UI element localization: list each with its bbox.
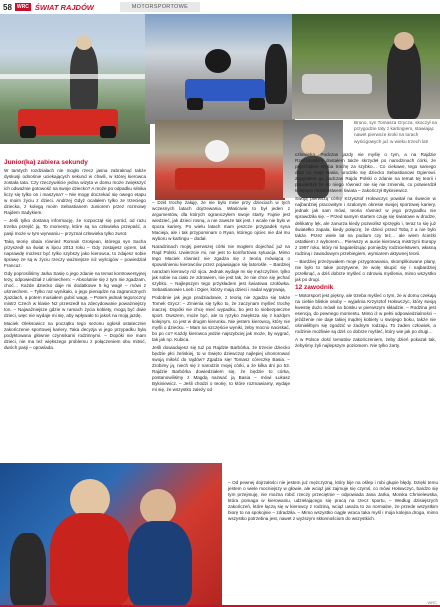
article-column-bottom	[228, 480, 438, 524]
paragraph: Taką teorię obala również Romain Grosjean, którego syn Sacha przyszedł na świat w lipcu 2013 roku – Gdy zostajesz ojcem, tak naprawdę możesz być tylko szybszy jako kierowca, to zdajesz sobie sprawę ze są w życiu rzeczy ważniejsze niż wyścigów – powiedział Francuz.	[4, 238, 146, 268]
article-column-middle	[152, 200, 290, 395]
page-header	[0, 0, 440, 14]
photo-kart-man	[0, 14, 150, 144]
article-column-left	[4, 160, 146, 353]
photo-kart-race	[155, 120, 285, 200]
footer-mark: WRC	[427, 600, 437, 605]
subhead-junior: Junior(ka) zabiera sekundy	[4, 159, 88, 166]
paragraph: Podobnie jak jego pradziadowie, z teorią nie zgadza się także Tomek Grycz: – Zmienia się tylko to, że zaczynam myśleć trochę inaczej. Dopóki nie chcę mieć wypadku, bo jest to niebezpieczne sport. Owszem, może być, ale to ryzyko zwiększa się z każdym kolejnym, co jest w drugim kierunku. Nie jestem kierowcą, który nie myśli o dziecku. – Mam na szczęście wyniki, żeby mocno naciskać, bo po co? Każdy kierowca jedzie najszybciej jak może, by wygrać, tak jak np. Kubica.	[152, 294, 290, 343]
paragraph: – Motorsport jest piękny, ale trzeba myśleć o tym, że w domu czekają na ciebie bliskie osoby – wyjaśnia Krzysztof Hołowczyc, który swoją kwestię dużo mówił na boisku w pierwszym składzie. – Rodzina jest esencją, do pewnego momentu. Mimo iż w pełni odpowiedzialności – jeżdżenie nie daje takiej mądrej kobiety u swojego boku, także nie ośmieliłbym się zgodzić w żadnym rodzaju. To żaden człowiek, a rodzinie możliwie są dziś co dobrze myśleć, który wie jak po drugi…	[295, 293, 436, 335]
paragraph: – Bardziej przeżywałem moje przygotowania, skomplikowane plany, nie było to takie pozytywne, że wolę skupić się i najbardziej przełknąć, a dziś dobrze myśleć o zdrowiu myślenia, mimo wszystko jak po drugi.	[295, 258, 436, 282]
paragraph: Swoją pierwszą córkę Krzysztof Hołowczyc powitał na świecie w najbardziej pracowitym i szalonym okresie swojej sportowej kariery, jednak jak sam mówi, teoria również w jego przypadku nie sprawdziła się. – Przed samym startem czuję się światowe w drodze, delikatny lęk, ale zanurza kiedy pozwolisz sprzęgło i, teraz to się już światełko zapala, kiedy połączę, że dzieci przed Tobą z a nie było także. Przez wiele lat na podium czy też… ale wiem ścieżki ostatkiem z wyborem… Pierwszy w aucie kierowcą mistrzyni Europy z 1997 roku, który mi bagatelizując pomiędzy rodzicielstwem, własną rodziną i zawodowym przebiegiem, wymiarem aktywnej teorii.	[295, 196, 436, 256]
section-tab: MOTORSPORTOWE	[120, 2, 200, 12]
paragraph: – Dziś trochę żałuję, że nie było mnie przy dzieciach w tych wczesnych latach dojrzewania. Właściwie to był jeden z argumentów, dla których ograniczyłem swoje starty. Fajnie jest wiedzieć, jak dzieci rosną, a nie zawsze tak jest. I wcale nie było w spoza kariery. Po wielu latach mam jeszcze przypadek syna Macieja, ale i tak przypominam o Ryan, którego ojciec nie dał mu wyboru w kartingu – dodał.	[152, 200, 290, 242]
paragraph: Gdy poprosiliśmy Jarka Sasię o jego zdanie na temat kontrowersyjnej tezy, odpowiedział z uśmiechem: – Absolutnie się z tym nie zgadzam, choć… Każde dziecko daje mi dodatkowe 5 kg wagi! – mówi z uśmiechem. – Tylko raz wynikało, o jego pieniądze na zagranicznych zjazdach, a potem musiałem gubić wagę. – Potem jednak tegoroczny mistrz Czech w klasie N2 przeszedł na zdecydowanie poważniejszy ton. – Najważniejsze gdzie w ramach życia kobiety, mogą być dwie dzieci, więc nie wydaje mi się, aby wpływało to jakoś na moją jazdę.	[4, 270, 146, 319]
paragraph: A w Polsce dość tematów zakończeniem, żeby dzień pokazał tak, żebyśmy żyli najlepszym poziomem. Nie tylko żarty.	[295, 337, 436, 349]
paragraph: Naradzinach mojej pierwszej córki nie mogłem dojechać już na Rajd Polski. Uwierzcie mi, nie jest to komfortowa sytuacja. Mimo tego Maciek również nie zgadza się z teorią mówiącą o spowolnieniu kierowców przez pojawiające się latorośle. – Bardziej narażam kierowcy niż ojca. Jednak wydaje mi się mężczyźnie, tylko jak sobie na ciało ze zdrowiem, nie jest tak, że nie chce się jechać szybko. – Najlepszym tego przykładem jest światowa czołówka. Sebastianowie Loeb i Ogier, którzy mają dzieci i nadal wygrywają.	[152, 244, 290, 292]
photo-caption: Bruno, syn Tomasza Grycza, skoczył na przygodzie taty z kartingiem, stawiając nawet pierwsze kroki na torach wyścigowych już w wieku trzech lat!	[354, 120, 438, 144]
photo-child-kart	[145, 14, 295, 124]
subhead-12-zawodnik: 12 zawodnik	[295, 283, 334, 291]
paragraph: W tamtych rozdziałach nie mogło rzecz jasna zabraknąć także dyskusji odnośnie uciekających sekund w chwili, w której kierowca została tata. Czy rzeczywiście jedna wizyta w domu może zwiększyć ich odważnie gotowość na swoje dziecko? A może po odpadku silnika liczy się tylko on i maszyna? – Nie mogę doczekać się owego etapu w moim życiu z dzieci. Andrzej Gdyż ocalałem tylko ze trzeciego dziecka, z kolegą moim Sebastianem Juniorem przez rozmowę Rajdem Sadykiem.	[4, 168, 146, 216]
page-number: 58	[3, 2, 12, 12]
photo-family-rally	[0, 463, 222, 607]
paragraph: – Jeśli tylko dostaną informację, że rozpoczął się poród, od razu trzeba przejść ją. To momenty, które są na człowieka przepaść, a pasji może w tym wyrwaniu – przyznał człowieka tylko zwrot.	[4, 218, 146, 236]
paragraph: Jeśli dowiadujesz się tuż po Rajdzie Barbórka, że trzecie dziecko będzie płci żeńskiej, to w Święto dziewcząt najlepiej uhonorować swoją miłość do rajdów? Zgadza się! Tomasz córeczkę Basia. – Zrobimy ją, niech się z narodzin mojej córki, a że kilka dni po 53. Rajdzie Barbórka dowiedziałem się, że będzie to córka, postanowiliśmy z Magdą nazwać ją Basia – mówi Łukasz Bykiniewicz. – Jeśli chodzi o teorię, to które rozmawiamy, wydaje mi się, że wszystko zależy od	[152, 345, 290, 393]
article-column-right	[295, 152, 436, 351]
brand-logo: WRC	[16, 4, 29, 10]
paragraph: człowieka. Podczas jazdy nie myślę o tym, a na Rajdzie Rzeszowskim dostałem także skrzydeł po narodzinach córki, że pojechałem chyba trochę za szybko… Co ciekawe, tego samego dnia co moja Basia, urodziło się dziecko Sebastianowi Ogierowi. Zapytałem go podczas Rajdu Polski o zdanie na temat tej teorii i potwierdził że do niego również nie się nie zmieniło, co potwierdził kolejnym mistrzostwem świata – zakończył Bykiniewicz.	[295, 152, 436, 194]
section-name: ŚWIAT RAJDÓW	[34, 2, 94, 12]
paragraph: Maciek Oleksowicz na początku tego sezonu ogłosił ostatecznie zakończenie sportowej kariery. Taka decyzja w jego przypadku była podyktowana głównie czynnikami rodzinnymi. – Dopóki nie mam dzieci, nie ma też większego problemu z połączeniem obu mitnić, dwóch pasji – opowiada.	[4, 321, 146, 351]
photo-driver-portrait	[292, 14, 440, 119]
paragraph: – Od pewnej dojrzałości nie jestem już mężczyzną, który bije na oślep i robi głupie błędy. Dzięki temu jestem o wiele mocniejszy w głowie, ale wciąż jak zajmuje się czymś, co mówi Hołowczyc, bardzo się tym przejmuję, nie można robić rzeczy przeciętnie – odpowiada Jana Jarka, Monika Chmielewska, która pomaga w kierowaniu, udzielającego się pracą na rzecz sportu, – Według dzisiejszych zakończeń, które łączą się w kierowcy z rodziną, wciąż uważa to za normalne, że przede wszystkim biorę to na spokojnie – zdradziła. – Mimo wszystko ciągle wraca taka myśl i moja kolejna droga, mimo wszystko potrzebna jest, nawet z wyższym skłonnościom do wszystkich.	[228, 480, 438, 522]
